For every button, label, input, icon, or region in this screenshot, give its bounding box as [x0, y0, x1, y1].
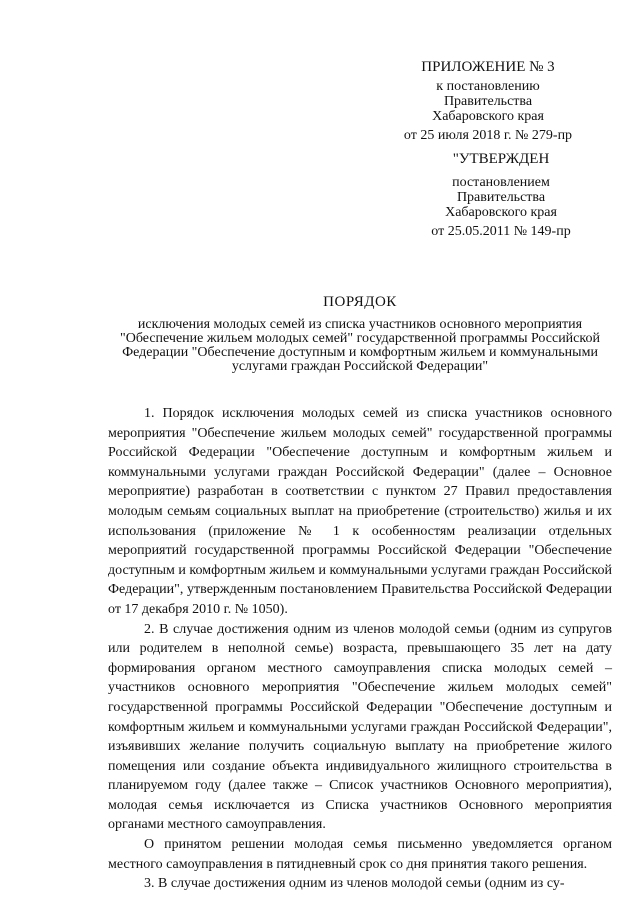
approved-title: "УТВЕРЖДЕН: [452, 151, 550, 167]
appendix-block: [392, 58, 584, 143]
appendix-line: Правительства: [443, 94, 533, 109]
paragraph: 1. Порядок исключения молодых семей из списка участников основного мероприятия "Обеспечение жильем молодых семей" государственной программы Российской Федерации "Обеспечение доступным и комфортным жильем и коммунальными услугами граждан Российской Федерации" (далее – Основное мероприятие) разработан в соответствии с пунктом 27 Правил предоставления молодым семьям социальных выплат на приобретение (строительство) жилья и их использования (приложение № 1 к особенностям реализации отдельных мероприятий государственной программы Российской Федерации "Обеспечение доступным и комфортным жильем и коммунальными услугами граждан Российской Федерации", утвержденным постановлением Правительства Российской Федерации от 17 декабря 2010 г. № 1050).: [108, 406, 612, 617]
approved-line: Хабаровского края: [445, 205, 557, 220]
appendix-line: к постановлению: [436, 79, 540, 94]
approved-block: [405, 150, 597, 239]
paragraph: 2. В случае достижения одним из членов молодой семьи (одним из супругов или родителем в неполной семье) возраста, превышающего 35 лет на дату формирования органом местного самоуправления списка молодых семей – участников основного мероприятия "Обеспечение жильем молодых семей" государственной программы Российской Федерации "Обеспечение доступным и комфортным жильем и коммунальными услугами граждан Российской Федерации", изъявивших желание получить социальную выплату на приобретение жилого помещения или создание объекта индивидуального жилищного строительства в планируемом году (далее также – Список участников Основного мероприятия), молодая семья исключается из Списка участников Основного мероприятия органами местного самоуправления.: [108, 621, 612, 833]
paragraph: 3. В случае достижения одним из членов молодой семьи (одним из су-: [144, 876, 565, 892]
approved-line: постановлением: [452, 175, 550, 190]
appendix-title: ПРИЛОЖЕНИЕ № 3: [421, 59, 555, 75]
document-title: ПОРЯДОК: [323, 294, 397, 310]
approved-date: от 25.05.2011 № 149-пр: [431, 224, 571, 239]
paragraph: О принятом решении молодая семья письменно уведомляется органом местного самоуправления в пятидневный срок со дня принятия такого решения.: [108, 837, 612, 872]
document-body: [108, 404, 612, 894]
approved-line: Правительства: [456, 190, 546, 205]
appendix-date: от 25 июля 2018 г. № 279-пр: [403, 128, 573, 143]
document-subtitle: исключения молодых семей из списка участников основного мероприятия "Обеспечение жильем молодых семей" государственной программы Российской Федерации "Обеспечение доступным и комфортным жильем и коммунальными услугами граждан Российской Федерации": [120, 317, 600, 374]
appendix-line: Хабаровского края: [432, 109, 544, 124]
